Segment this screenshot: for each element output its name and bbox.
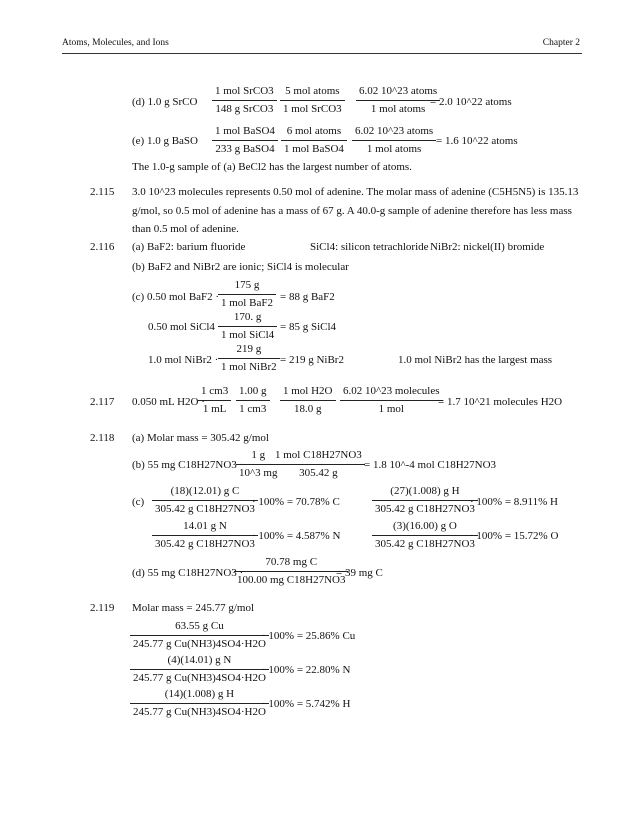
problem-number-2115: 2.115: [90, 186, 115, 198]
p117-label: 0.050 mL H2O ·: [132, 396, 205, 408]
p118-c4-frac: $\frac{\text{(3)(16.00) g O}}{\text{305.42 g C18H27NO3}}$: [372, 521, 478, 550]
p116-c2-result: = 85 g SiCl4: [280, 321, 337, 333]
p117-result: = 1.7 10^21 molecules H2O: [438, 396, 563, 408]
p119-result-h: · 100% = 5.742% H: [262, 698, 351, 710]
running-header-left: Atoms, Molecules, and Ions: [62, 38, 169, 48]
p118-d-result: = 39 mg C: [336, 567, 383, 579]
p116-c3-result: = 219 g NiBr2: [280, 354, 344, 366]
p116-a1: (a) BaF2: barium fluoride: [132, 241, 246, 253]
p114-conclusion: The 1.0-g sample of (a) BeCl2 has the largest number of atoms.: [132, 161, 412, 173]
p116-c1-frac: 175 g 1 mol BaF2: [218, 280, 276, 309]
p116-a2: SiCl4: silicon tetrachloride: [310, 241, 429, 253]
p114-d-frac3: 6.02 10^23 atoms 1 mol atoms: [356, 86, 440, 115]
p119-molar-mass: Molar mass = 245.77 g/mol: [132, 602, 255, 614]
p117-frac1: $\frac{1 cm3}{1 mL}$: [198, 386, 231, 415]
p114-e-label: (e) 1.0 g BaSO: [132, 135, 198, 147]
p118-c2-result: · 100% = 8.911% H: [470, 496, 558, 508]
p118-c3-result: · 100% = 4.587% N: [252, 530, 341, 542]
p118-b-frac1: $\frac{1 g}{10\^{}3 mg}$: [236, 450, 280, 479]
p116-c3-label: 1.0 mol NiBr2 ·: [148, 354, 219, 366]
p116-c1-result: = 88 g BaF2: [280, 291, 335, 303]
p117-frac3: 1 mol H2O 18.0 g: [280, 386, 336, 415]
p114-d-result: = 2.0 10^22 atoms: [430, 96, 512, 108]
p119-frac-n: $\frac{\text{(4)(14.01) g N}}{\text{245.77 g Cu(NH3)4SO4·H2O}}$: [130, 655, 269, 684]
p116-c2-frac: 170. g 1 mol SiCl4: [218, 312, 277, 341]
header-rule: [62, 53, 582, 54]
p116-a3: NiBr2: nickel(II) bromide: [430, 241, 545, 253]
p119-frac-cu: $\frac{\text{63.55 g Cu}}{\text{245.77 g Cu(NH3)4SO4·H2O}}$: [130, 621, 269, 650]
p116-c2-label: 0.50 mol SiCl4 ·: [148, 321, 222, 333]
p117-frac2: $\frac{1.00 g}{1 cm3}$: [236, 386, 270, 415]
p119-result-cu: · 100% = 25.86% Cu: [262, 630, 356, 642]
problem-number-2119: 2.119: [90, 602, 115, 614]
p118-c2-frac: $\frac{\text{(27)(1.008) g H}}{\text{305.42 g C18H27NO3}}$: [372, 486, 478, 515]
p114-d-label: (d) 1.0 g SrCO: [132, 96, 198, 108]
problem-number-2117: 2.117: [90, 396, 115, 408]
p118-d-frac: $\frac{\text{70.78 mg C}}{\text{100.00 mg C18H27NO3}}$: [234, 557, 348, 586]
problem-number-2116: 2.116: [90, 241, 115, 253]
p118-c3-frac: $\frac{\text{14.01 g N}}{\text{305.42 g C18H27NO3}}$: [152, 521, 258, 550]
p114-e-frac3: 6.02 10^23 atoms 1 mol atoms: [352, 126, 436, 155]
p118-c1-frac: $\frac{\text{(18)(12.01) g C}}{\text{305.42 g C18H27NO3}}$: [152, 486, 258, 515]
p117-frac4: 6.02 10^23 molecules 1 mol: [340, 386, 443, 415]
running-header-right: Chapter 2: [542, 38, 580, 48]
p118-c4-result: · 100% = 15.72% O: [470, 530, 559, 542]
p114-e-frac1: 1 mol BaSO4 233 g BaSO4: [212, 126, 278, 155]
p116-c3-frac: 219 g 1 mol NiBr2: [218, 344, 280, 373]
p118-c1-result: · 100% = 70.78% C: [252, 496, 340, 508]
p118-b-label: (b) 55 mg C18H27NO3 ·: [132, 459, 244, 471]
p116-b: (b) BaF2 and NiBr2 are ionic; SiCl4 is molecular: [132, 261, 349, 273]
p116-c1-label: (c) 0.50 mol BaF2 ·: [132, 291, 220, 303]
p116-c3-note: 1.0 mol NiBr2 has the largest mass: [398, 354, 553, 366]
p118-a: (a) Molar mass = 305.42 g/mol: [132, 432, 269, 444]
p118-b-result: = 1.8 10^-4 mol C18H27NO3: [364, 459, 497, 471]
problem-number-2118: 2.118: [90, 432, 115, 444]
p114-d-frac1: 1 mol SrCO3 148 g SrCO3: [212, 86, 277, 115]
p115-text: 3.0 10^23 molecules represents 0.50 mol of adenine. The molar mass of adenine (C5H5N5) is 135.13 g/mol, so 0.5 mol of adenine has a mass of 67 g. A 40.0-g sample of adenine therefore has less mass than 0.5 mol of adenine.: [132, 186, 579, 235]
p114-d-frac2: 5 mol atoms 1 mol SrCO3: [280, 86, 345, 115]
p118-d-label: (d) 55 mg C18H27NO3 ·: [132, 567, 244, 579]
p118-b-frac2: 1 mol C18H27NO3 305.42 g: [272, 450, 365, 479]
p114-e-frac2: 6 mol atoms 1 mol BaSO4: [281, 126, 347, 155]
p118-c-label: (c): [132, 496, 145, 508]
p119-frac-h: $\frac{\text{(14)(1.008) g H}}{\text{245.77 g Cu(NH3)4SO4·H2O}}$: [130, 689, 269, 718]
p114-e-result: = 1.6 10^22 atoms: [436, 135, 518, 147]
p119-result-n: · 100% = 22.80% N: [262, 664, 351, 676]
